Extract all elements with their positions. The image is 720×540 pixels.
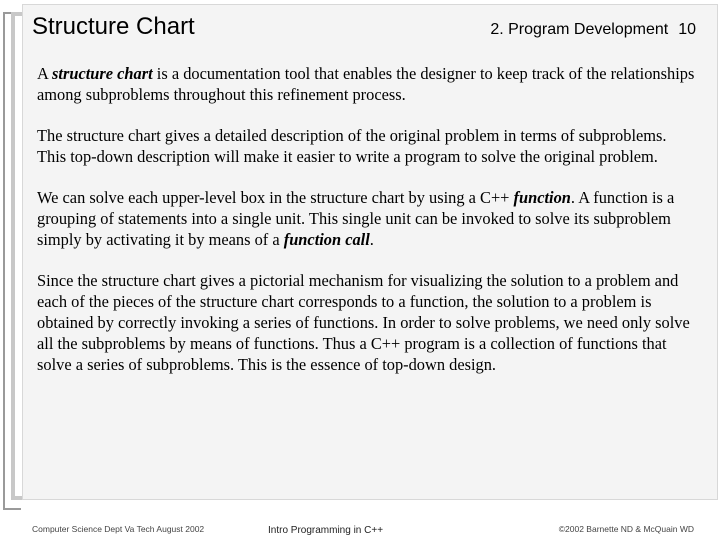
text-run: Since the structure chart gives a pictorial mechanism for visualizing the solution to a problem and each of the pieces of the structure chart corresponds to a function, the solution to a problem is obtained by correctly invoking a series of functions. In order to solve problems, we need only solve all the subproblems by means of functions. Thus a C++ program is a collection of functions that solve a series of subproblems. This is the essence of top-down design. xyxy=(37,271,690,374)
text-run: A xyxy=(37,64,53,83)
paragraph-4 xyxy=(37,270,699,375)
slide-title: Structure Chart xyxy=(32,13,195,40)
paragraph-1 xyxy=(37,63,699,105)
footer-center: Intro Programming in C++ xyxy=(268,525,384,536)
footer-right: ©2002 Barnette ND & McQuain WD xyxy=(558,524,694,534)
text-run: is a documentation tool that enables the designer to keep track of the relationships among subproblems throughout this refinement process. xyxy=(37,64,695,104)
text-run: The structure chart gives a detailed description of the original problem in terms of subproblems. This top-down description will make it easier to write a program to solve the original problem. xyxy=(37,126,667,166)
emphasized-term: structure chart xyxy=(52,64,153,83)
text-run: . A function is a grouping of statements into a single unit. This single unit can be invoked to solve its subproblem simply by activating it by means of a xyxy=(37,188,675,249)
paragraph-3 xyxy=(37,187,699,250)
paragraph-2 xyxy=(37,125,699,167)
page-number: 10 xyxy=(678,21,696,38)
emphasized-term: function call xyxy=(283,230,370,249)
slide-header-right xyxy=(490,20,696,40)
section-label: 2. Program Development xyxy=(490,21,669,38)
slide-body xyxy=(37,63,699,395)
footer-left: Computer Science Dept Va Tech August 2002 xyxy=(32,524,205,534)
text-run: . xyxy=(369,230,374,249)
emphasized-term: function xyxy=(513,188,571,207)
text-run: We can solve each upper-level box in the structure chart by using a C++ xyxy=(37,188,514,207)
